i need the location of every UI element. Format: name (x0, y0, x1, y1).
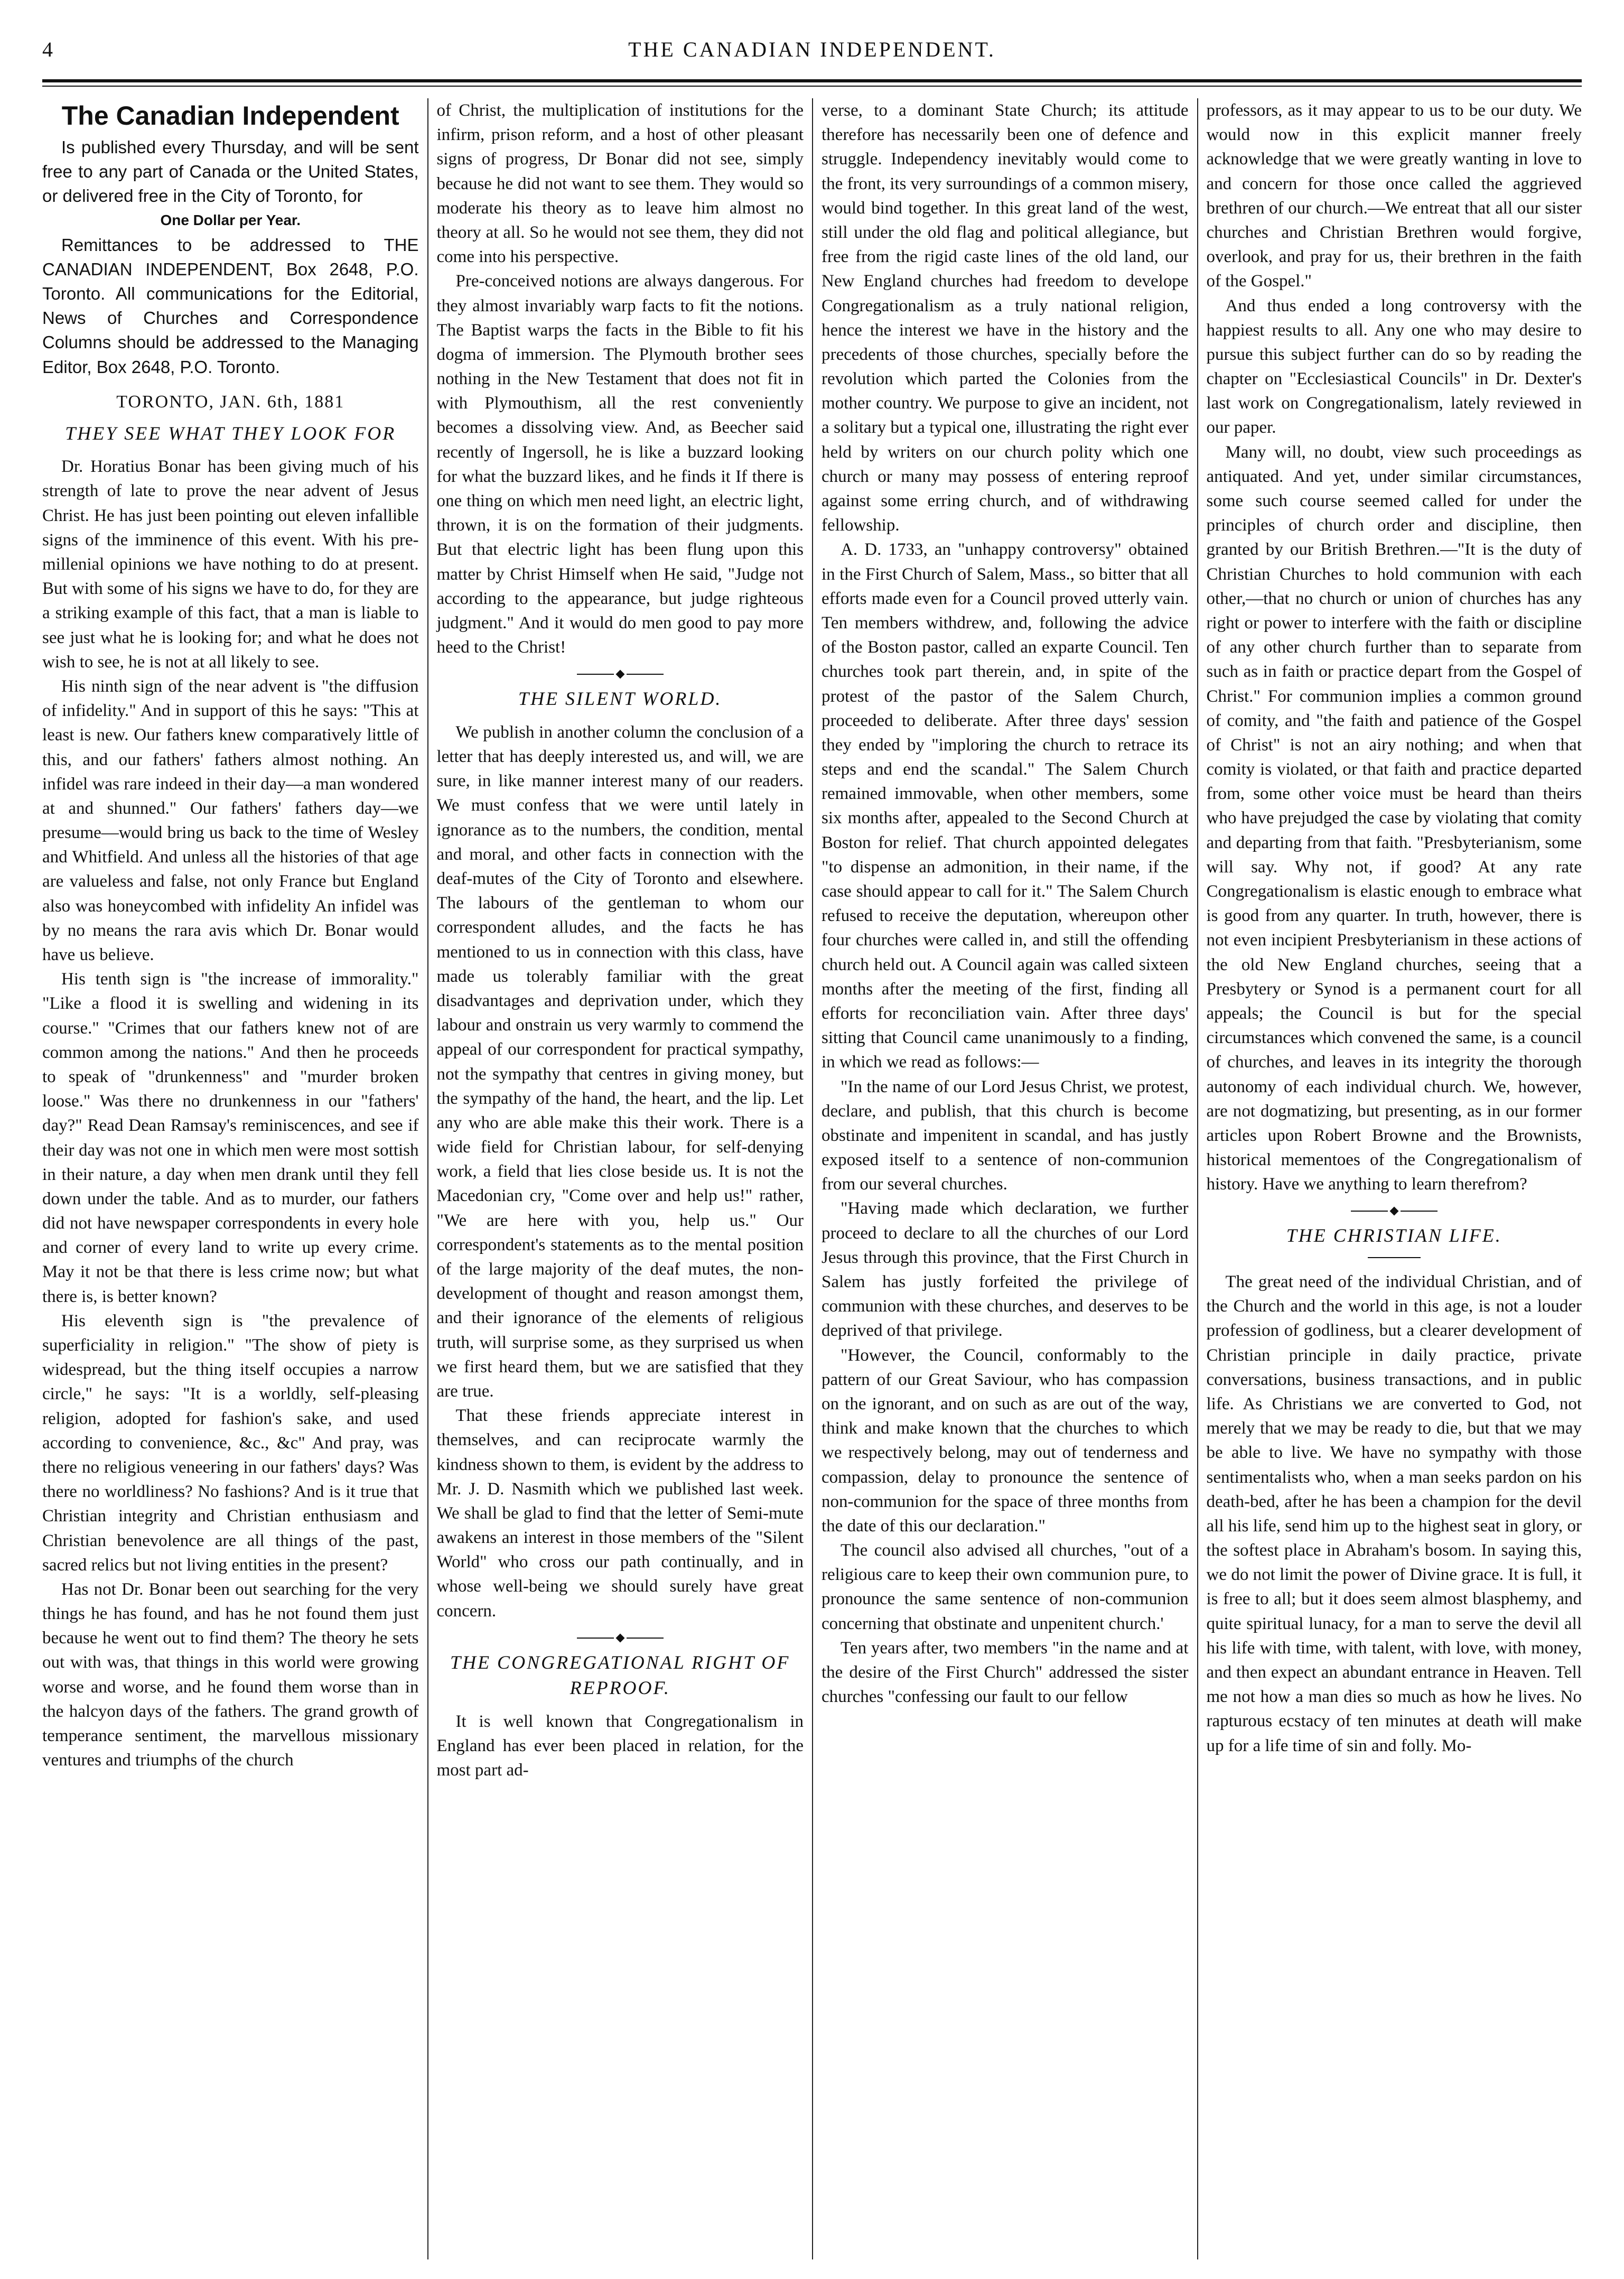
article-paragraph: The council also advised all churches, "out of a religious care to keep their own communion pure, to pronounce the same sentence of non-communion concerning that obstinate and unpenitent church.' (822, 1541, 1189, 1633)
column-1 (42, 98, 427, 2259)
page-header (42, 37, 1582, 74)
section-divider (437, 671, 804, 677)
article-paragraph: "However, the Council, conformably to the pattern of our Great Saviour, who has compassion on the ignorant, and on such as are out of the way, think and make known that the churches to which we respectively belong, may out of tenderness and compassion, delay to pronounce the sentence of non-communion for the space of three months from the date of this our declaration." (822, 1345, 1189, 1536)
remittance-note: Remittances to be addressed to THE CANADIAN INDEPENDENT, Box 2648, P.O. Toronto. All communications for the Editorial, News of Churches and Correspondence Columns should be addressed to the Managing Editor, Box 2648, P.O. Toronto. (42, 235, 419, 377)
section-title-silent-world: THE SILENT WORLD. (518, 688, 722, 710)
masthead: THE CANADIAN INDEPENDENT. (628, 38, 996, 61)
article-paragraph: Pre-conceived notions are always dangerous. For they almost invariably warp facts to fit the notions. The Baptist warps the facts in the Bible to fit his dogma of immersion. The Plymouth brother sees nothing in the New Testament that does not fit in with Plymouthism, all the rest conveniently becomes a dissolving view. And, as Beecher said recently of Ingersoll, he is like a buzzard looking for what the buzzard likes, and he finds it If there is one thing on which men need light, an electric light, thrown, it is on the formation of their judgments. But that electric light has been flung upon this matter by Christ Himself when He said, "Judge not according to the appearance, but judge righteous judgment." And it would do men good to pay more heed to the Christ! (436, 272, 804, 657)
article-paragraph: verse, to a dominant State Church; its attitude therefore has necessarily been one of defence and struggle. Independency inevitably would come to the front, its very surroundings of a common misery, would bind together. In this great land of the west, still under the old flag and political allegiance, but free from the rigid caste lines of the old land, our New England churches had freedom to develope Congregationalism as a truly national religion, hence the interest we have in the history and the precedents of those churches, specially before the revolution which parted the Colonies from the mother country. We purpose to give an incident, not a solitary but a typical one, illustrating the right ever held by writers on our church polity which one church or many may possess of entering reproof against some erring church, and of withdrawing fellowship. (822, 101, 1189, 535)
paper-title: The Canadian Independent (61, 101, 399, 131)
page-number: 4 (42, 38, 53, 61)
column-3 (812, 98, 1197, 2259)
section-divider (1207, 1208, 1582, 1214)
article-paragraph: Ten years after, two members "in the name and at the desire of the First Church" addressed the sister churches "confessing our fault to our fellow (822, 1638, 1189, 1707)
article-paragraph: Dr. Horatius Bonar has been giving much of his strength of late to prove the near advent of Jesus Christ. He has just been pointing out eleven infallible signs of the imminence of this event. With his pre-millenial opinions we have nothing to do at present. But with some of his signs we have to do, for they are a striking example of this fact, that a man is liable to see just what he is looking for; and what he does not wish to see, he is not at all likely to see. (42, 457, 419, 672)
title-underline (1368, 1257, 1421, 1258)
subscription-price: One Dollar per Year. (160, 211, 301, 228)
article-paragraph: Has not Dr. Bonar been out searching for the very things he has found, and has he not found them just because he went out to find them? The theory he sets out with was, that things in this world were growing worse and worse, and he found them worse than in the halcyon days of the fathers. The grand growth of temperance sentiment, the marvellous missionary ventures and triumphs of the church (42, 1579, 419, 1770)
section-title-congregational-right: THE CONGREGATIONAL RIGHT OF REPROOF. (450, 1651, 790, 1699)
article-paragraph: It is well known that Congregationalism in England has ever been placed in relation, for the most part ad- (436, 1712, 804, 1780)
article-title-they-see: THEY SEE WHAT THEY LOOK FOR (65, 422, 396, 444)
publication-note: Is published every Thursday, and will be sent free to any part of Canada or the United States, or delivered free in the City of Toronto, for (42, 137, 419, 206)
article-paragraph: And thus ended a long controversy with the happiest results to all. Any one who may desire to pursue this subject further can do so by reading the chapter on "Ecclesiastical Councils" in Dr. Dexter's last work on Congregationalism, lately reviewed in our paper. (1206, 296, 1582, 438)
columns (42, 98, 1582, 2259)
header-rule-thick (42, 79, 1582, 82)
dateline: TORONTO, JAN. 6th, 1881 (116, 392, 345, 412)
section-divider (437, 1635, 804, 1641)
diamond-ornament-icon (615, 670, 624, 679)
article-paragraph: His tenth sign is "the increase of immorality." "Like a flood it is swelling and widening in its course." "Crimes that our fathers knew not of are common among the nations." And then he proceeds to speak of "drunkenness" and "murder broken loose." Was there no drunkenness in our "fathers' day?" Read Dean Ramsay's reminiscences, and see if their day was not one in which men were most sottish in their nature, a day when men drank until they fell down under the table. And as to murder, our fathers did not have newspaper correspondents in every hole and corner of every land to write up every crime. May it not be that there is less crime now; but what there is, is better known? (42, 970, 419, 1306)
diamond-ornament-icon (615, 1633, 624, 1642)
article-paragraph: "Having made which declaration, we further proceed to declare to all the churches of our Lord Jesus through this province, that the First Church in Salem has justly forfeited the privilege of communion with these churches, and deserves to be deprived of that privilege. (822, 1199, 1189, 1341)
article-paragraph: Many will, no doubt, view such proceedings as antiquated. And yet, under similar circumstances, some such course seemed called for under the principles of church order and discipline, then granted by our British Brethren.—"It is the duty of Christian Churches to hold communion with each other,—that no church or union of churches has any right or power to interfere with the faith or discipline of any other church further than to separate from such as in faith or practice depart from the Gospel of Christ." For communion implies a common ground of comity, and "the faith and patience of the Gospel of Christ" is not an airy nothing; and when that comity is violated, or that faith and practice departed from, some other voice must be heard than theirs who have prejudged the case by violating that comity and departing from that faith. "Presbyterianism, some will say. Why not, if good? At any rate Congregationalism is elastic enough to embrace what is good from any quarter. In truth, however, there is not even incipient Presbyterianism in these actions of the old New England churches, seeing that a Presbytery or Synod is a permanent court for all appeals; the Council is but for the special circumstances which convened the same, is a council of churches, and leaves in its integrity the thorough autonomy of each individual church. We, however, are not dogmatizing, but presenting, as in our former articles upon Robert Browne and the Brownists, historical mementoes of the Congregationalism of history. Have we anything to learn therefrom? (1206, 442, 1582, 1194)
article-paragraph: That these friends appreciate interest in themselves, and can reciprocate warmly the kindness shown to them, is evident by the address to Mr. J. D. Nasmith which we published last week. We shall be glad to find that the letter of Semi-mute awakens an interest in those members of the "Silent World" who cross our path continually, and in whose well-being we should surely have great concern. (436, 1406, 804, 1621)
section-title-christian-life: THE CHRISTIAN LIFE. (1286, 1225, 1502, 1247)
column-2 (427, 98, 813, 2259)
article-paragraph: "In the name of our Lord Jesus Christ, we protest, declare, and publish, that this church is become obstinate and impenitent in scandal, and has justly exposed itself to a sentence of non-communion from our several churches. (822, 1077, 1189, 1194)
article-paragraph: His ninth sign of the near advent is "the diffusion of infidelity." And in support of this he says: "This at least is new. Our fathers knew comparatively little of this, and our fathers' fathers almost nothing. An infidel was rare indeed in their day—a man wondered at and shunned." Our fathers' fathers day—we presume—would bring us back to the time of Wesley and Whitfield. And unless all the histories of that age are valueless and false, not only France but England also was honeycombed with infidelity An infidel was by no means the rara avis which Dr. Bonar would have us believe. (42, 676, 419, 965)
column-4 (1197, 98, 1582, 2259)
article-paragraph: His eleventh sign is "the prevalence of superficiality in religion." "The show of piety is widespread, but the thing itself occupies a narrow circle," he says: "It is a worldly, self-pleasing religion, adopted for fashion's sake, and used according to convenience, &c., &c" And pray, was there no religious veneering in our fathers' days? Was there no worldliness? No fashions? And is it true that Christian integrity and Christian enthusiasm and Christian benevolence are all things of the past, sacred relics but not living entities in the present? (42, 1311, 419, 1575)
article-paragraph: of Christ, the multiplication of institutions for the infirm, prison reform, and a host of other pleasant signs of progress, Dr Bonar did not see, simply because he did not want to see them. They would so moderate his theory as to leave him almost no theory at all. So he would not see them, they did not come into his perspective. (436, 101, 804, 267)
article-paragraph: A. D. 1733, an "unhappy controversy" obtained in the First Church of Salem, Mass., so bitter that all efforts made even for a Council proved utterly vain. Ten members withdrew, and, following the advice of the Boston pastor, called an exparte Council. Ten churches took part therein, and, in spite of the protest of the pastor of the Salem Church, proceeded to deliberate. After three days' session they ended by "imploring the church to retrace its steps and end the scandal." The Salem Church remained immovable, when other members, some six months after, appealed to the Second Church at Boston for relief. That church appointed delegates "to dispense an admonition, in their name, if the case should appear to call for it." The Salem Church refused to receive the deputation, whereupon other four churches were called in, and still the offending church held out. A Council again was called sixteen months after the meeting of the first, finding all efforts for reconciliation vain. After three days' sitting that Council came unanimously to a finding, in which we read as follows:— (822, 540, 1189, 1072)
header-rule-thin (42, 86, 1582, 87)
article-paragraph: professors, as it may appear to us to be our duty. We would now in this explicit manner freely acknowledge that we were greatly wanting in love to and concern for those once called the aggrieved brethren of our church.—We entreat that all our sister churches and Christian Brethren would forgive, overlook, and pray for us, their brethren in the faith of the Gospel." (1206, 101, 1582, 291)
article-paragraph: We publish in another column the conclusion of a letter that has deeply interested us, and will, we are sure, in like manner interest many of our readers. We must confess that we were until lately in ignorance as to the numbers, the condition, mental and moral, and other facts in connection with the deaf-mutes of the City of Toronto and elsewhere. The labours of the gentleman to whom our correspondent alludes, and the facts he has mentioned to us in connection with this class, have made us tolerably familiar with the great disadvantages and deprivation under, which they labour and onstrain us very warmly to commend the appeal of our correspondent for practical sympathy, not the sympathy that centres in giving money, but the sympathy of the hand, the heart, and the lip. Let any who are able make this their work. There is a wide field for Christian labour, for self-denying work, a field that lies close beside us. It is not the Macedonian cry, "Come over and help us!" rather, "We are here with you, help us." Our correspondent's statements as to the mental position of the large majority of the deaf mutes, the non-development of thought and reason amongst them, and their ignorance of the elements of religious truth, will surprise some, as they surprised us when we first heard them, but we are satisfied that they are true. (436, 722, 804, 1401)
article-paragraph: The great need of the individual Christian, and of the Church and the world in this age, is not a louder profession of godliness, but a clearer development of Christian principle in daily practice, private conversations, business transactions, and in public life. As Christians we are converted to God, not merely that we may be ready to die, but that we may be able to live. We have no sympathy with those sentimentalists who, when a man seeks pardon on his death-bed, after he has been a champion for the devil all his life, send him up to the highest seat in glory, or the softest place in Abraham's bosom. In saying this, we do not limit the power of Divine grace. It is full, it is free to all; but it does seem almost blasphemy, and quite spiritual lunacy, for a man to serve the devil all his life with time, with talent, with love, with money, and then expect an abundant entrance in Heaven. Tell me not how a man dies so much as how he lives. No rapturous ecstacy of ten minutes at death will make up for a life time of sin and folly. Mo- (1206, 1272, 1582, 1755)
diamond-ornament-icon (1389, 1207, 1398, 1216)
